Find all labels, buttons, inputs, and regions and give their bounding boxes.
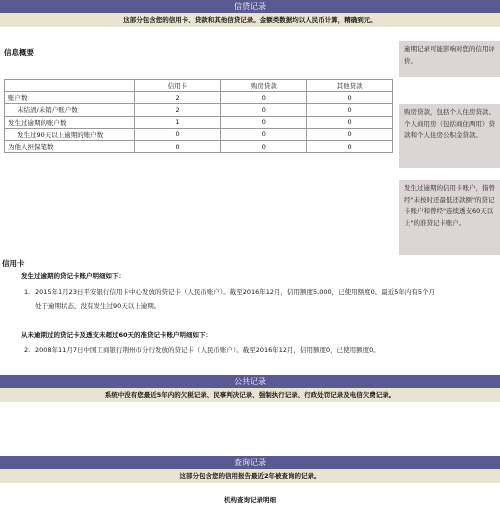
- table-header-cell: 信用卡: [134, 80, 221, 92]
- list-item: [24, 286, 494, 313]
- public-section-subtitle: 系统中没有您最近5年内的欠税记录、民事判决记录、强制执行记录、行政处罚记录及电信欠费记录。: [0, 388, 500, 402]
- cell-value: 0: [307, 140, 393, 152]
- normal-detail-title: 从未逾期过的贷记卡及透支未超过60天的准贷记卡账户明细如下：: [21, 331, 213, 339]
- table-row: [5, 92, 393, 104]
- row-label: 发生过逾期的账户数: [5, 116, 135, 128]
- list-item: [24, 344, 494, 357]
- cell-value: 0: [134, 140, 221, 152]
- row-label: 账户数: [5, 92, 135, 104]
- cell-value: 0: [307, 104, 393, 116]
- cell-value: 0: [307, 92, 393, 104]
- table-header-row: [5, 80, 393, 92]
- table-header-cell: 购房贷款: [221, 80, 307, 92]
- cell-value: 0: [221, 104, 307, 116]
- inquiry-detail-title: 机构查询记录明细: [224, 496, 276, 504]
- credit-card-title: 信用卡: [2, 259, 25, 268]
- item-text: 2015年1月23日平安银行信用卡中心发放的贷记卡（人民币账户）。截至2016年12月，信用额度5,000，已使用额度0。最近5年内有5个月: [35, 288, 436, 296]
- row-label: 发生过90天以上逾期的账户数: [5, 128, 135, 140]
- cell-value: 2: [134, 104, 221, 116]
- table-header-cell: [5, 80, 135, 92]
- credit-section-subtitle: 这部分包含您的信用卡、贷款和其他信贷记录。金额类数据均以人民币计算，精确到元。: [0, 13, 500, 27]
- public-section-header: 公共记录: [0, 375, 500, 388]
- overview-title: 信息概要: [4, 48, 34, 57]
- cell-value: 0: [307, 116, 393, 128]
- cell-value: 1: [134, 116, 221, 128]
- cell-value: 0: [221, 92, 307, 104]
- row-label: 未结清/未销户账户数: [5, 104, 135, 116]
- cell-value: 0: [221, 128, 307, 140]
- item-number: 2.: [24, 346, 31, 354]
- cell-value: 0: [221, 116, 307, 128]
- inquiry-section-subtitle: 这部分包含您的信用报告最近2年被查询的记录。: [0, 469, 500, 483]
- side-note-overdue: 逾期记录可能影响对您的信用评价。: [399, 41, 500, 77]
- side-note-housing-loan: 购房贷款，包括个人住房贷款、个人商用房（包括商住两用）贷款和个人住房公积金贷款。: [399, 104, 500, 168]
- inquiry-section-header: 查询记录: [0, 456, 500, 469]
- table-row: [5, 128, 393, 140]
- cell-value: 0: [134, 128, 221, 140]
- cell-value: 2: [134, 92, 221, 104]
- cell-value: 0: [221, 140, 307, 152]
- table-row: [5, 104, 393, 116]
- overview-table: [4, 79, 393, 153]
- table-header-cell: 其他贷款: [307, 80, 393, 92]
- table-row: [5, 140, 393, 152]
- overdue-detail-title: 发生过逾期的贷记卡账户明细如下：: [21, 272, 125, 280]
- credit-section-header: 信贷记录: [0, 0, 500, 13]
- side-note-overdue-card: 发生过逾期的信用卡账户，指曾经"未按时还最低还款额"的贷记卡账户和曾经"连续透支60天以上"的准贷记卡账户。: [399, 180, 500, 255]
- table-row: [5, 116, 393, 128]
- item-number: 1.: [24, 288, 31, 296]
- row-label: 为他人担保笔数: [5, 140, 135, 152]
- item-text: 处于逾期状态，没有发生过90天以上逾期。: [35, 302, 161, 310]
- item-text: 2008年11月7日中国工商银行荆州市分行发放的贷记卡（人民币账户）。截至2016年12月，信用额度0，已使用额度0。: [35, 346, 380, 354]
- cell-value: 0: [307, 128, 393, 140]
